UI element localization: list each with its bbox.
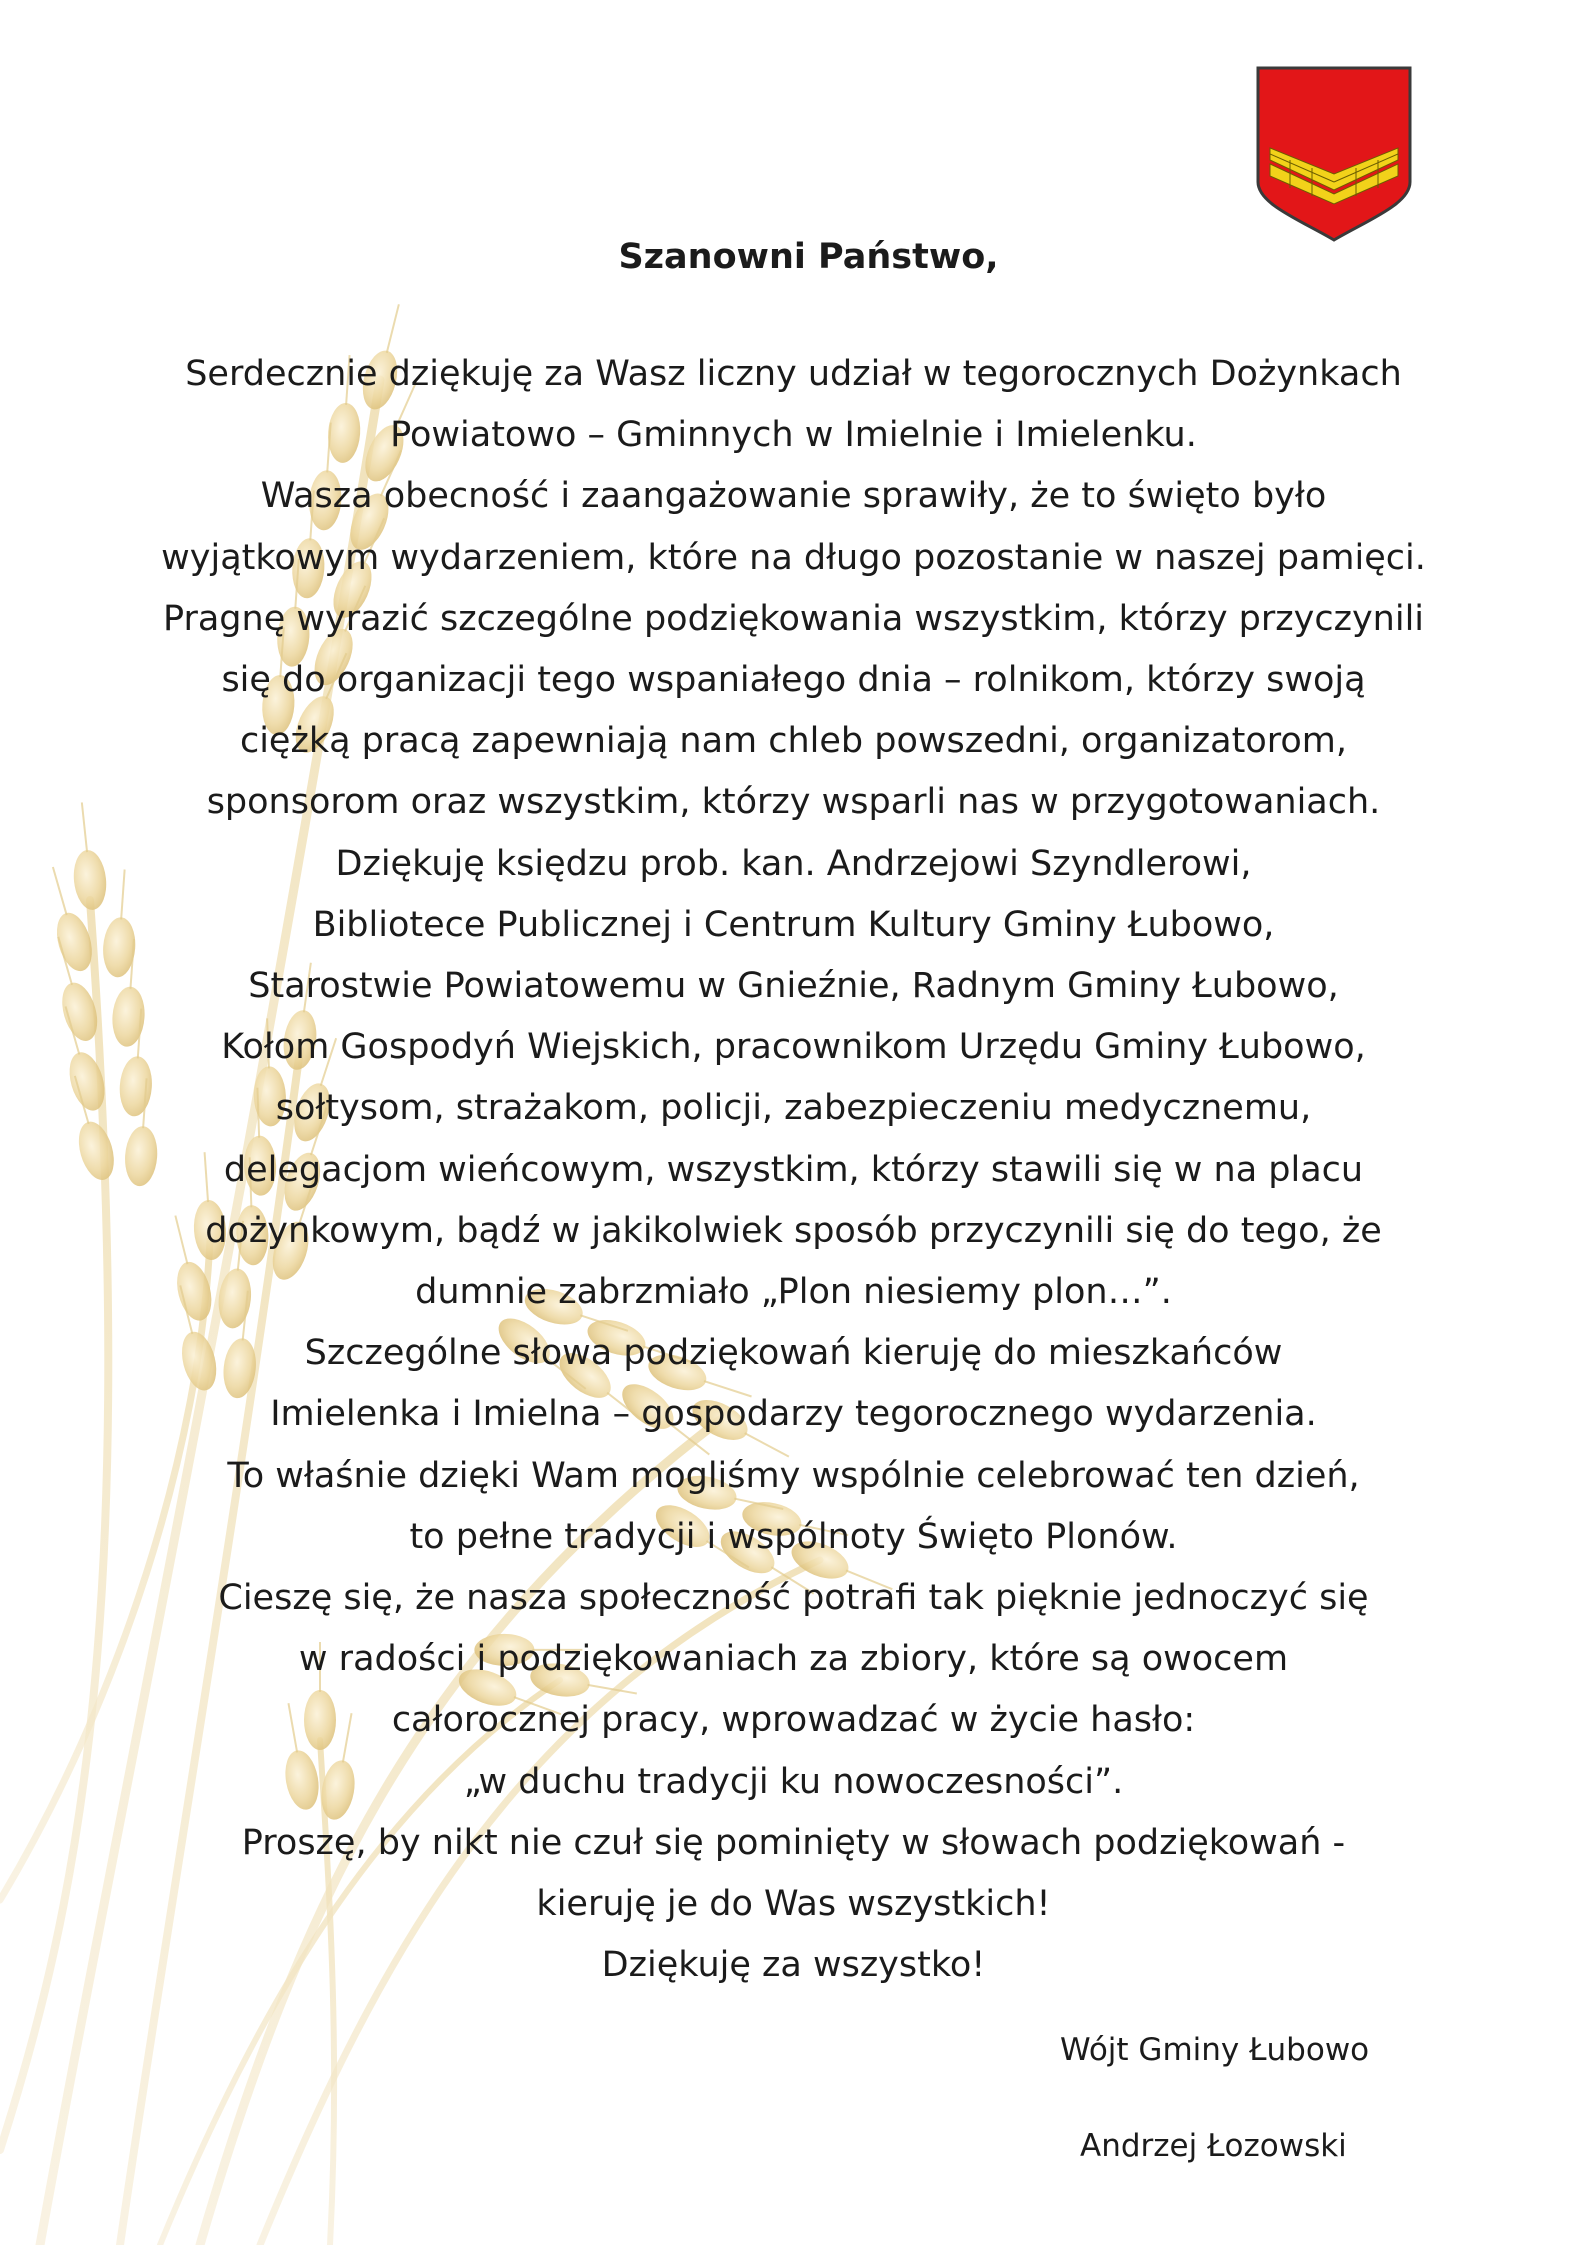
letter-line: wyjątkowym wydarzeniem, które na długo pozostanie w naszej pamięci. bbox=[161, 537, 1426, 578]
letter-line: całorocznej pracy, wprowadzać w życie hasło: bbox=[391, 1700, 1196, 1741]
letter-line: To właśnie dzięki Wam mogliśmy wspólnie celebrować ten dzień, bbox=[227, 1455, 1360, 1496]
letter-line: to pełne tradycji i wspólnoty Święto Plonów. bbox=[409, 1516, 1178, 1557]
coat-of-arms-icon bbox=[1250, 64, 1418, 244]
letter-line: w radości i podziękowaniach za zbiory, które są owocem bbox=[298, 1639, 1289, 1680]
signature-title: Wójt Gminy Łubowo bbox=[1060, 2032, 1370, 2068]
letter-line: delegacjom wieńcowym, wszystkim, którzy stawili się w na placu bbox=[223, 1149, 1364, 1190]
letter-line: Kołom Gospodyń Wiejskich, pracownikom Urzędu Gminy Łubowo, bbox=[221, 1027, 1366, 1068]
signature-name: Andrzej Łozowski bbox=[1080, 2128, 1347, 2164]
letter-line: Dziękuję za wszystko! bbox=[601, 1945, 986, 1986]
letter-line: Cieszę się, że nasza społeczność potrafi tak pięknie jednoczyć się bbox=[218, 1578, 1369, 1619]
letter-line: Starostwie Powiatowemu w Gnieźnie, Radnym Gminy Łubowo, bbox=[248, 966, 1339, 1007]
letter-line: Dziękuję księdzu prob. kan. Andrzejowi Szyndlerowi, bbox=[335, 843, 1252, 884]
letter-line: Imielenka i Imielna – gospodarzy tegorocznego wydarzenia. bbox=[270, 1394, 1317, 1435]
letter-body bbox=[110, 230, 1477, 1996]
letter-line: kieruję je do Was wszystkich! bbox=[536, 1884, 1051, 1925]
letter-line: się do organizacji tego wspaniałego dnia – rolnikom, którzy swoją bbox=[221, 660, 1366, 701]
letter-line: sołtysom, strażakom, policji, zabezpieczeniu medycznemu, bbox=[275, 1088, 1312, 1129]
letter-line: Szczególne słowa podziękowań kieruję do mieszkańców bbox=[304, 1333, 1283, 1374]
letter-line: dożynkowym, bądź w jakikolwiek sposób przyczynili się do tego, że bbox=[205, 1210, 1382, 1251]
letter-line: dumnie zabrzmiało „Plon niesiemy plon…”. bbox=[415, 1272, 1172, 1313]
letter-text bbox=[110, 344, 1477, 1996]
letter-line: Powiatowo – Gminnych w Imielnie i Imielenku. bbox=[390, 415, 1197, 456]
letter-line: Proszę, by nikt nie czuł się pominięty w słowach podziękowań - bbox=[241, 1822, 1346, 1863]
letter-line: Wasza obecność i zaangażowanie sprawiły, że to święto było bbox=[260, 476, 1327, 517]
letter-line: „w duchu tradycji ku nowoczesności”. bbox=[463, 1761, 1124, 1802]
salutation: Szanowni Państwo, bbox=[618, 237, 999, 277]
letter-line: Serdecznie dziękuję za Wasz liczny udział w tegorocznych Dożynkach bbox=[185, 354, 1402, 394]
letter-line: Bibliotece Publicznej i Centrum Kultury Gminy Łubowo, bbox=[312, 904, 1275, 945]
letter-line: sponsorom oraz wszystkim, którzy wsparli nas w przygotowaniach. bbox=[206, 782, 1381, 823]
letter-line: Pragnę wyrazić szczególne podziękowania wszystkim, którzy przyczynili bbox=[162, 598, 1425, 639]
letter-line: ciężką pracą zapewniają nam chleb powszedni, organizatorom, bbox=[239, 721, 1348, 762]
